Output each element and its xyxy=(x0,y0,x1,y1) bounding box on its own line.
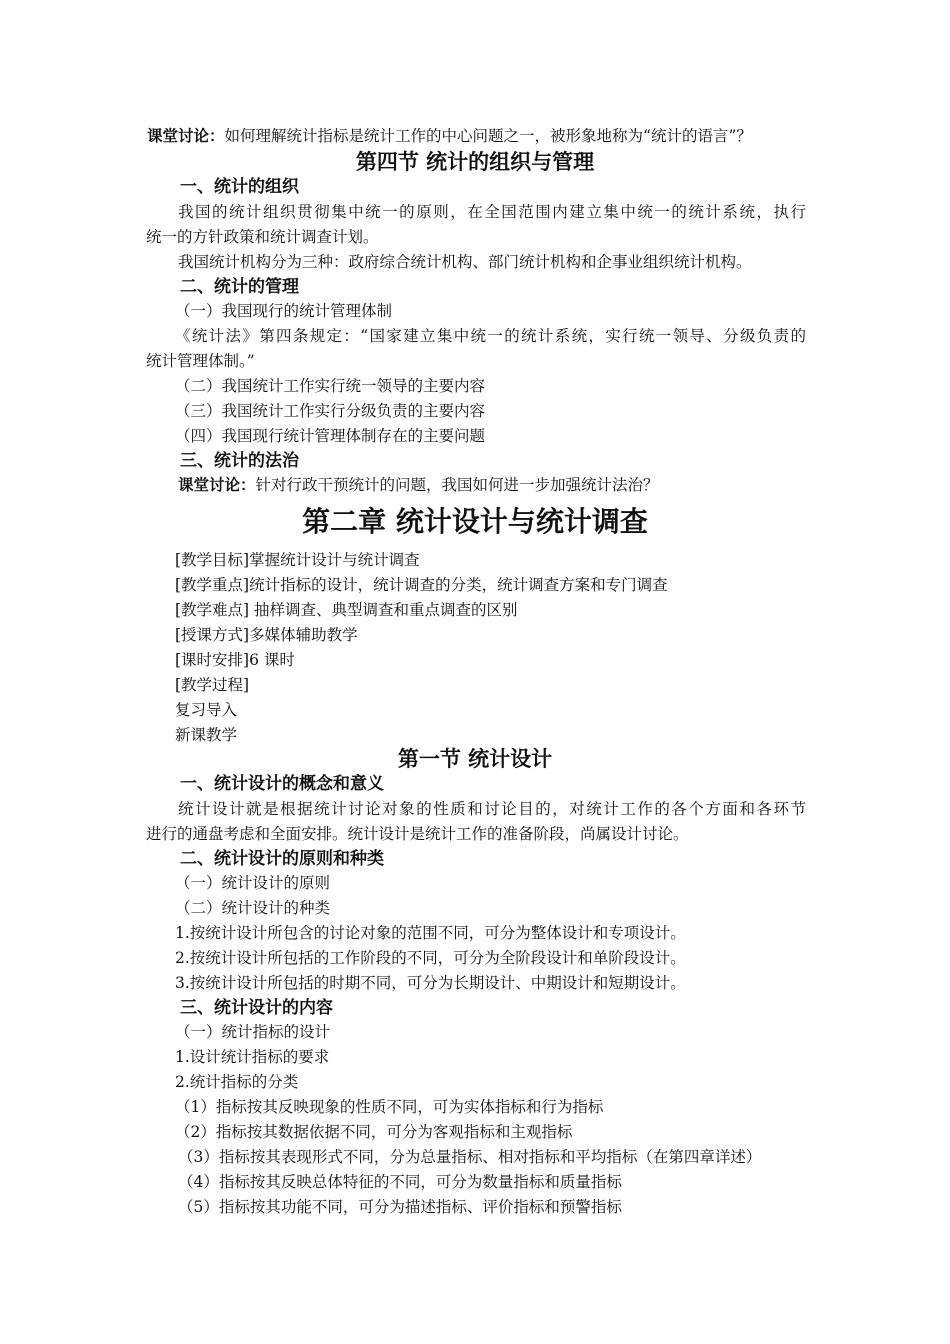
paragraph-line: 统计设计就是根据统计讨论对象的性质和讨论目的，对统计工作的各个方面和各环节 xyxy=(178,800,806,818)
heading-statistics-law: 三、统计的法治 xyxy=(180,451,299,471)
sub-item: （二）我国统计工作实行统一领导的主要内容 xyxy=(175,377,486,395)
heading-statistics-management: 二、统计的管理 xyxy=(180,277,299,297)
list-item: 1.按统计设计所包含的讨论对象的范围不同，可分为整体设计和专项设计。 xyxy=(175,924,686,942)
paragraph-line: 统一的方针政策和统计调查计划。 xyxy=(146,228,379,246)
teaching-method: [授课方式]多媒体辅助教学 xyxy=(175,626,358,644)
sub-item: （一）我国现行的统计管理体制 xyxy=(175,302,393,320)
list-item: （1）指标按其反映现象的性质不同，可为实体指标和行为指标 xyxy=(175,1098,604,1116)
heading-design-principles: 二、统计设计的原则和种类 xyxy=(180,849,384,869)
teaching-focus: [教学重点]统计指标的设计，统计调查的分类，统计调查方案和专门调查 xyxy=(175,576,668,594)
teaching-hours: [课时安排]6 课时 xyxy=(175,651,295,669)
teaching-goal: [教学目标]掌握统计设计与统计调查 xyxy=(175,551,420,569)
list-item: 3.按统计设计所包括的时期不同，可分为长期设计、中期设计和短期设计。 xyxy=(175,974,686,992)
paragraph-line: 《统计法》第四条规定：“国家建立集中统一的统计系统，实行统一领导、分级负责的 xyxy=(175,327,806,345)
section-4-title: 第四节 统计的组织与管理 xyxy=(355,149,595,174)
heading-design-content: 三、统计设计的内容 xyxy=(180,998,333,1018)
discussion-text: 如何理解统计指标是统计工作的中心问题之一，被形象地称为“统计的语言”？ xyxy=(224,127,752,145)
list-item: （3）指标按其表现形式不同，分为总量指标、相对指标和平均指标（在第四章详述） xyxy=(178,1148,762,1166)
list-item: （4）指标按其反映总体特征的不同，可分为数量指标和质量指标 xyxy=(178,1173,622,1191)
sub-item: （三）我国统计工作实行分级负责的主要内容 xyxy=(175,402,486,420)
chapter-2-title: 第二章 统计设计与统计调查 xyxy=(302,505,648,538)
heading-design-concept: 一、统计设计的概念和意义 xyxy=(180,774,384,794)
section-1-title: 第一节 统计设计 xyxy=(397,746,553,771)
new-lesson: 新课教学 xyxy=(175,726,238,744)
teaching-difficulty: [教学难点] 抽样调查、典型调查和重点调查的区别 xyxy=(175,601,518,619)
sub-item: （四）我国现行统计管理体制存在的主要问题 xyxy=(175,427,486,445)
review-intro: 复习导入 xyxy=(175,701,238,719)
list-item: （2）指标按其数据依据不同，可分为客观指标和主观指标 xyxy=(175,1123,573,1141)
discussion-question-2 xyxy=(178,475,659,495)
list-item: 2.按统计设计所包括的工作阶段的不同，可分为全阶段设计和单阶段设计。 xyxy=(175,949,686,967)
paragraph-line: 我国统计机构分为三种：政府综合统计机构、部门统计机构和企事业组织统计机构。 xyxy=(178,253,752,271)
discussion-label: 课堂讨论： xyxy=(178,475,256,494)
sub-item: （一）统计设计的原则 xyxy=(175,874,331,892)
discussion-label: 课堂讨论： xyxy=(147,126,225,145)
discussion-text: 针对行政干预统计的问题，我国如何进一步加强统计法治？ xyxy=(255,476,659,494)
teaching-process: [教学过程] xyxy=(175,676,250,694)
sub-item: （二）统计设计的种类 xyxy=(175,899,331,917)
paragraph-line: 统计管理体制。” xyxy=(146,352,255,370)
sub-item: （一）统计指标的设计 xyxy=(175,1023,331,1041)
paragraph-line: 我国的统计组织贯彻集中统一的原则，在全国范围内建立集中统一的统计系统，执行 xyxy=(178,203,806,221)
list-item: 1.设计统计指标的要求 xyxy=(175,1048,330,1066)
list-item: 2.统计指标的分类 xyxy=(175,1073,299,1091)
list-item: （5）指标按其功能不同，可分为描述指标、评价指标和预警指标 xyxy=(178,1198,622,1216)
discussion-question-1 xyxy=(147,126,752,146)
paragraph-line: 进行的通盘考虑和全面安排。统计设计是统计工作的准备阶段，尚属设计讨论。 xyxy=(146,825,689,843)
heading-statistics-organization: 一、统计的组织 xyxy=(180,177,299,197)
